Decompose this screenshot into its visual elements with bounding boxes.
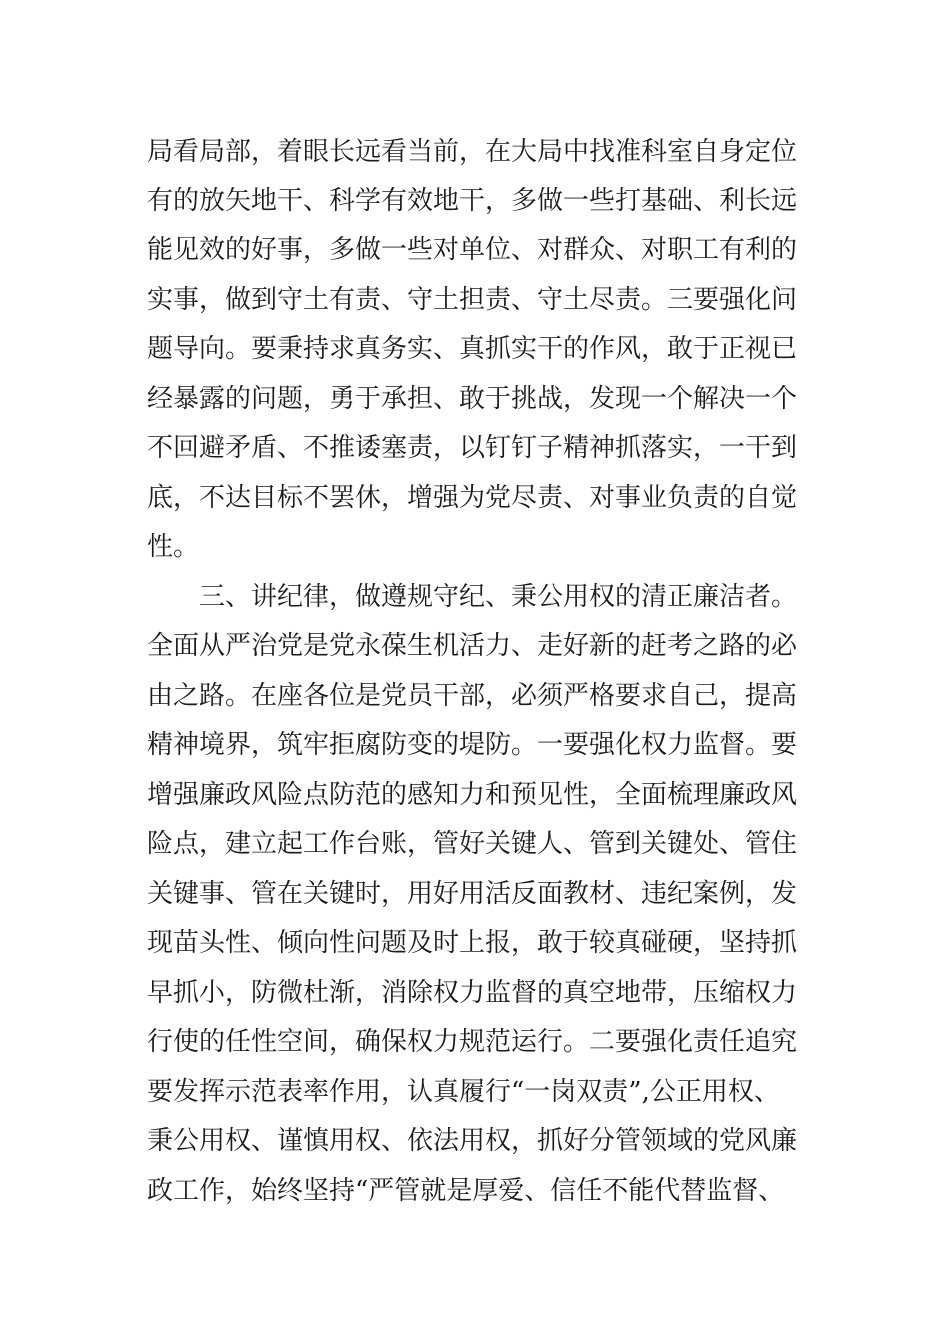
text-line: 经暴露的问题，勇于承担、敢于挑战，发现一个解决一个 (147, 384, 798, 414)
text-line: 全面从严治党是党永葆生机活力、走好新的赶考之路的必 (147, 631, 798, 661)
text-line: 关键事、管在关键时，用好用活反面教材、违纪案例，发 (147, 879, 798, 909)
text-line: 局看局部，着眼长远看当前，在大局中找准科室自身定位 (147, 137, 798, 167)
text-line: 行使的任性空间，确保权力规范运行。二要强化责任追究 (147, 1027, 798, 1057)
section-heading-line: 三、讲纪律，做遵规守纪、秉公用权的清正廉洁者。 (199, 582, 798, 612)
text-line: 题导向。要秉持求真务实、真抓实干的作风，敢于正视已 (147, 334, 798, 364)
text-line: 险点，建立起工作台账，管好关键人、管到关键处、管住 (147, 829, 798, 859)
text-line: 早抓小，防微杜渐，消除权力监督的真空地带，压缩权力 (147, 978, 798, 1008)
text-line: 精神境界，筑牢拒腐防变的堤防。一要强化权力监督。要 (147, 730, 798, 760)
text-line: 性。 (147, 532, 200, 562)
text-line: 实事，做到守土有责、守土担责、守土尽责。三要强化问 (147, 285, 798, 315)
text-line: 能见效的好事，多做一些对单位、对群众、对职工有利的 (147, 235, 798, 265)
text-line: 秉公用权、谨慎用权、依法用权，抓好分管领域的党风廉 (147, 1126, 798, 1156)
text-line: 有的放矢地干、科学有效地干，多做一些打基础、利长远 (147, 186, 798, 216)
text-line: 不回避矛盾、不推诿塞责，以钉钉子精神抓落实，一干到 (147, 433, 798, 463)
text-line: 由之路。在座各位是党员干部，必须严格要求自己，提高 (147, 681, 798, 711)
text-line: 现苗头性、倾向性问题及时上报，敢于较真碰硬，坚持抓 (147, 928, 798, 958)
text-line: 政工作，始终坚持“严管就是厚爱、信任不能代替监督、 (147, 1176, 785, 1206)
text-line: 增强廉政风险点防范的感知力和预见性，全面梳理廉政风 (147, 780, 798, 810)
text-line: 要发挥示范表率作用，认真履行“一岗双责”,公正用权、 (147, 1077, 780, 1107)
text-line: 底，不达目标不罢休，增强为党尽责、对事业负责的自觉 (147, 483, 798, 513)
